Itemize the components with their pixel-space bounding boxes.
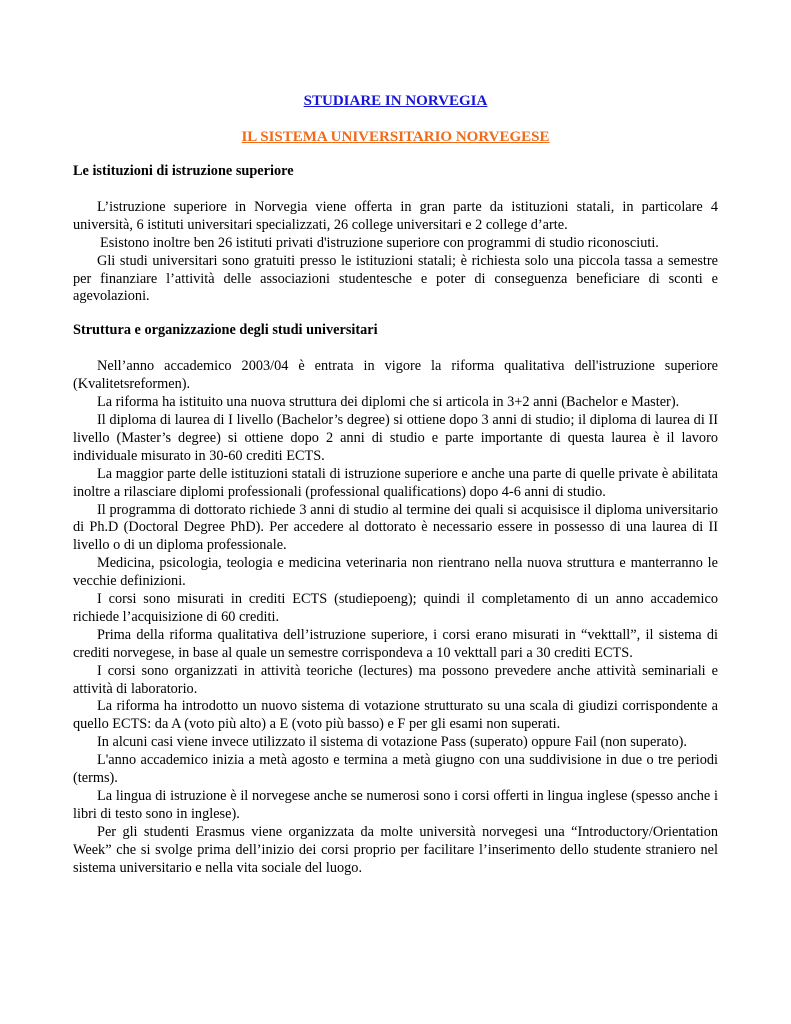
paragraph: L’istruzione superiore in Norvegia viene offerta in gran parte da istituzioni statali, in particolare 4 università, 6 istituti universitari specializzati, 26 college universitari e 2 college d’arte.	[73, 198, 718, 233]
paragraph: I corsi sono misurati in crediti ECTS (studiepoeng); quindi il completamento di un anno accademico richiede l’acquisizione di 60 crediti.	[73, 591, 718, 625]
document-subtitle: IL SISTEMA UNIVERSITARIO NORVEGESE	[241, 129, 550, 145]
section-heading-structure: Struttura e organizzazione degli studi universitari	[73, 322, 378, 339]
document-title: STUDIARE IN NORVEGIA	[303, 93, 488, 109]
paragraph: Il programma di dottorato richiede 3 anni di studio al termine dei quali si acquisisce il diploma universitario di Ph.D (Doctoral Degree PhD). Per accedere al dottorato è necessario essere in possesso di una laurea di II livello o di un diploma professionale.	[73, 501, 718, 554]
paragraph: La riforma ha istituito una nuova struttura dei diplomi che si articola in 3+2 anni (Bachelor e Master).	[97, 394, 680, 411]
paragraph: Prima della riforma qualitativa dell’istruzione superiore, i corsi erano misurati in “vekttall”, il sistema di crediti norvegese, in base al quale un semestre corrispondeva a 10 vekttall pari a 30 crediti ECTS.	[73, 626, 718, 661]
document-page	[73, 92, 718, 878]
paragraph: Medicina, psicologia, teologia e medicina veterinaria non rientrano nella nuova struttura e manterranno le vecchie definizioni.	[73, 555, 718, 590]
paragraph: La maggior parte delle istituzioni statali di istruzione superiore e anche una parte di quelle private è abilitata inoltre a rilasciare diplomi professionali (professional qualifications) dopo 4-6 anni di studio.	[73, 465, 718, 500]
paragraph: La lingua di istruzione è il norvegese anche se numerosi sono i corsi offerti in lingua inglese (spesso anche i libri di testo sono in inglese).	[73, 788, 718, 822]
paragraph: L'anno accademico inizia a metà agosto e termina a metà giugno con una suddivisione in due o tre periodi (terms).	[73, 752, 718, 787]
section-heading-institutions: Le istituzioni di istruzione superiore	[73, 163, 294, 179]
paragraph: In alcuni casi viene invece utilizzato il sistema di votazione Pass (superato) oppure Fail (non superato).	[97, 734, 687, 751]
paragraph: Per gli studenti Erasmus viene organizzata da molte università norvegesi una “Introductory/Orientation Week” che si svolge prima dell’inizio dei corsi proprio per facilitare l’inserimento dello studente straniero nel sistema universitario e nella vita sociale del luogo.	[73, 823, 718, 876]
paragraph: Il diploma di laurea di I livello (Bachelor’s degree) si ottiene dopo 3 anni di studio; il diploma di laurea di II livello (Master’s degree) si ottiene dopo 2 anni di studio e parte importante di questa laurea è il lavoro individuale misurato in 30-60 crediti ECTS.	[73, 411, 718, 464]
paragraph: Gli studi universitari sono gratuiti presso le istituzioni statali; è richiesta solo una piccola tassa a semestre per finanziare l’attività delle associazioni studentesche e poter di conseguenza beneficiare di sconti e agevolazioni.	[73, 252, 718, 305]
paragraph: La riforma ha introdotto un nuovo sistema di votazione strutturato su una scala di giudizi corrispondente a quello ECTS: da A (voto più alto) a E (voto più basso) e F per gli esami non superati.	[73, 698, 718, 733]
paragraph: Esistono inoltre ben 26 istituti privati d'istruzione superiore con programmi di studio riconosciuti.	[100, 234, 659, 251]
paragraph: I corsi sono organizzati in attività teoriche (lectures) ma possono prevedere anche attività seminariali e attività di laboratorio.	[73, 662, 718, 697]
paragraph: Nell’anno accademico 2003/04 è entrata in vigore la riforma qualitativa dell'istruzione superiore (Kvalitetsreformen).	[73, 358, 718, 393]
